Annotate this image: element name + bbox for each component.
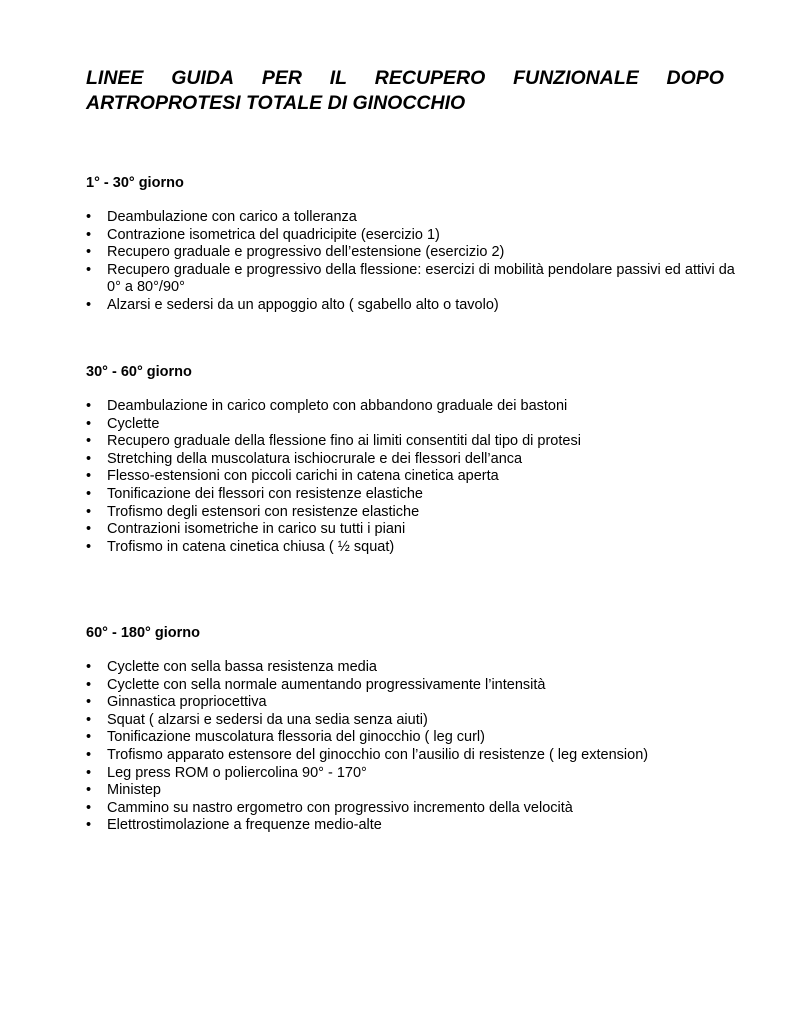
list-item-text: Trofismo in catena cinetica chiusa ( ½ squat) — [107, 538, 395, 555]
list-item-text: Trofismo degli estensori con resistenze elastiche — [107, 503, 420, 520]
list-item-text: Squat ( alzarsi e sedersi da una sedia senza aiuti) — [107, 711, 428, 728]
section-days-1-30 — [86, 174, 736, 315]
bullet-icon: • — [86, 261, 92, 278]
bullet-icon: • — [86, 503, 92, 520]
list-item-text: Cammino su nastro ergometro con progressivo incremento della velocità — [107, 799, 573, 816]
bullet-list — [86, 209, 736, 315]
list-item — [86, 765, 736, 783]
list-item — [86, 209, 736, 227]
title-word: LINEE — [86, 67, 144, 89]
list-item — [86, 416, 736, 434]
title-word: IL — [329, 67, 348, 89]
bullet-icon: • — [86, 433, 92, 450]
list-item — [86, 659, 736, 677]
list-item-text: Deambulazione in carico completo con abbandono graduale dei bastoni — [107, 398, 568, 414]
title-word: RECUPERO — [374, 67, 486, 89]
title-word: DOPO — [666, 67, 724, 89]
list-item — [86, 262, 736, 297]
section-heading: 60° - 180° giorno — [86, 625, 200, 641]
list-item — [86, 782, 736, 800]
list-item-text: Deambulazione con carico a tolleranza — [107, 209, 357, 225]
bullet-icon: • — [86, 226, 92, 243]
list-item — [86, 712, 736, 730]
list-item — [86, 521, 736, 539]
bullet-icon: • — [86, 659, 92, 675]
list-item — [86, 398, 736, 416]
bullet-icon: • — [86, 764, 92, 781]
list-item — [86, 433, 736, 451]
list-item-text: Contrazioni isometriche in carico su tutti i piani — [107, 521, 406, 538]
bullet-icon: • — [86, 782, 92, 799]
list-item — [86, 297, 736, 315]
list-item — [86, 468, 736, 486]
title-word: FUNZIONALE — [513, 67, 639, 89]
bullet-icon: • — [86, 694, 92, 711]
list-item-text: Cyclette con sella bassa resistenza media — [107, 659, 377, 675]
list-item-text: Stretching della muscolatura ischiocrurale e dei flessori dell’anca — [107, 450, 523, 467]
bullet-icon: • — [86, 398, 92, 414]
list-item — [86, 694, 736, 712]
bullet-icon: • — [86, 415, 92, 432]
list-item-text: Leg press ROM o poliercolina 90° - 170° — [107, 764, 367, 781]
section-heading: 30° - 60° giorno — [86, 364, 192, 380]
bullet-icon: • — [86, 799, 92, 816]
document-title — [86, 66, 724, 116]
list-item-text: Ministep — [107, 782, 161, 799]
list-item — [86, 504, 736, 522]
list-item — [86, 244, 736, 262]
list-item-text: Recupero graduale della flessione fino ai limiti consentiti dal tipo di protesi — [107, 433, 581, 450]
title-line-2: ARTROPROTESI TOTALE DI GINOCCHIO — [86, 92, 466, 114]
list-item — [86, 677, 736, 695]
list-item-text: Recupero graduale e progressivo dell’estensione (esercizio 2) — [107, 244, 505, 261]
list-item — [86, 451, 736, 469]
section-days-30-60 — [86, 363, 736, 556]
bullet-icon: • — [86, 538, 92, 555]
list-item-text: Trofismo apparato estensore del ginocchio con l’ausilio di resistenze ( leg extension) — [107, 746, 649, 763]
list-item-text: Flesso-estensioni con piccoli carichi in catena cinetica aperta — [107, 468, 499, 485]
bullet-list — [86, 659, 736, 835]
bullet-icon: • — [86, 209, 92, 225]
list-item — [86, 486, 736, 504]
bullet-icon: • — [86, 521, 92, 538]
bullet-icon: • — [86, 468, 92, 485]
list-item-text: Ginnastica propriocettiva — [107, 694, 267, 711]
bullet-icon: • — [86, 729, 92, 746]
list-item-text: Tonificazione muscolatura flessoria del ginocchio ( leg curl) — [107, 729, 485, 746]
list-item-text: Elettrostimolazione a frequenze medio-alte — [107, 817, 382, 834]
section-heading: 1° - 30° giorno — [86, 175, 184, 191]
list-item — [86, 227, 736, 245]
list-item — [86, 539, 736, 557]
list-item-text: Cyclette — [107, 415, 160, 432]
title-word: GUIDA — [171, 67, 235, 89]
list-item — [86, 747, 736, 765]
section-days-60-180 — [86, 624, 736, 835]
bullet-icon: • — [86, 817, 92, 834]
list-item-text: Alzarsi e sedersi da un appoggio alto ( sgabello alto o tavolo) — [107, 296, 499, 313]
bullet-list — [86, 398, 736, 556]
list-item — [86, 729, 736, 747]
list-item-text: Contrazione isometrica del quadricipite (esercizio 1) — [107, 226, 440, 243]
list-item-text: Tonificazione dei flessori con resistenze elastiche — [107, 485, 423, 502]
bullet-icon: • — [86, 711, 92, 728]
bullet-icon: • — [86, 296, 92, 313]
list-item — [86, 800, 736, 818]
bullet-icon: • — [86, 450, 92, 467]
bullet-icon: • — [86, 244, 92, 261]
bullet-icon: • — [86, 746, 92, 763]
title-word: PER — [261, 67, 302, 89]
bullet-icon: • — [86, 676, 92, 693]
list-item-text: Recupero graduale e progressivo della flessione: esercizi di mobilità pendolare passivi ed attivi da 0° a 80°/90° — [107, 261, 735, 296]
bullet-icon: • — [86, 485, 92, 502]
list-item — [86, 817, 736, 835]
list-item-text: Cyclette con sella normale aumentando progressivamente l’intensità — [107, 676, 546, 693]
title-line-1 — [86, 66, 724, 91]
